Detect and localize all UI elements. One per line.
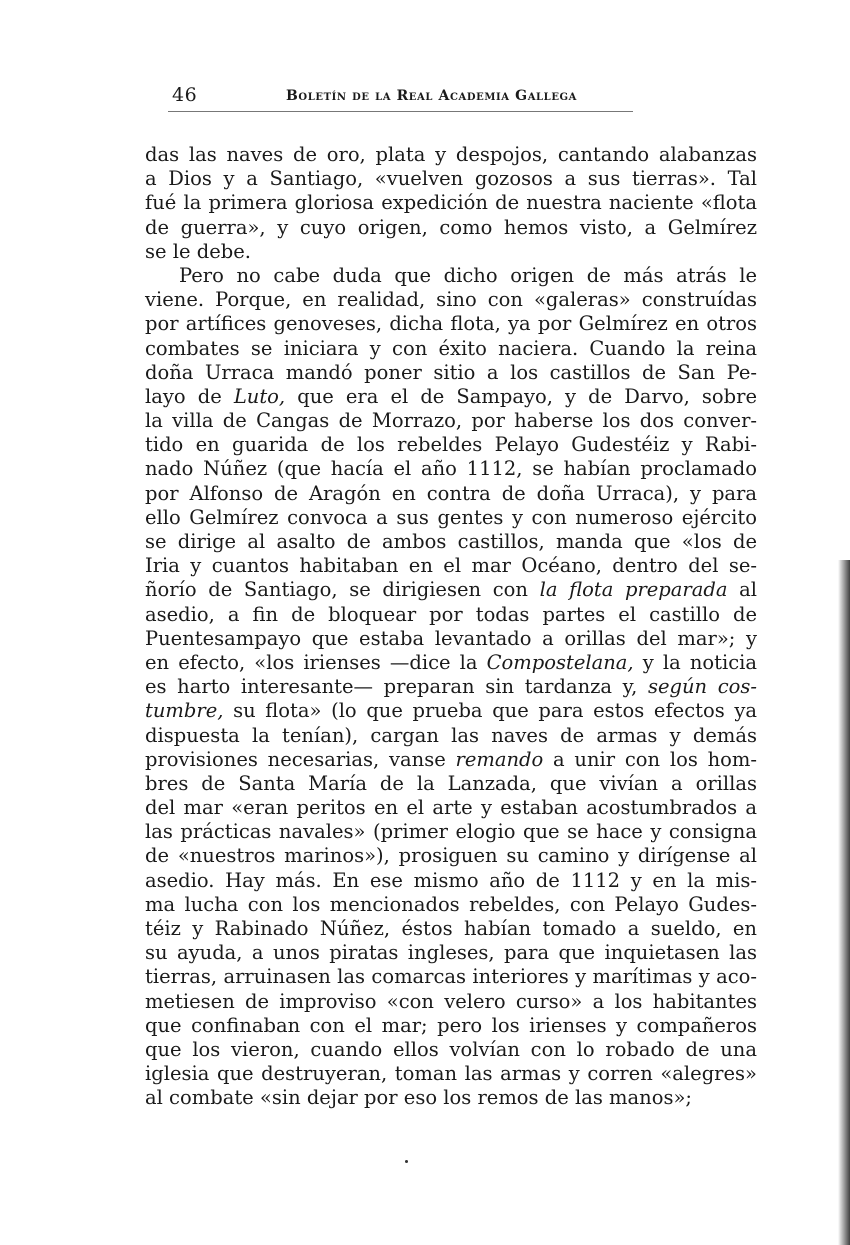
text-segment: das las naves de oro, plata y despojos, cantando alabanzas bbox=[145, 143, 757, 166]
text-segment: combates se iniciara y con éxito naciera. Cuando la reina bbox=[145, 336, 757, 360]
text-segment: de guerra», y cuyo origen, como hemos visto, a Gelmírez bbox=[145, 215, 757, 239]
text-line bbox=[145, 240, 757, 264]
text-line bbox=[145, 143, 757, 167]
text-line bbox=[145, 724, 757, 748]
text-line bbox=[145, 675, 757, 699]
text-segment: ñorío de Santiago, se dirigiesen con bbox=[145, 578, 540, 602]
text-segment: fué la primera gloriosa expedición de nuestra naciente «flota bbox=[145, 191, 757, 215]
page-edge-shadow bbox=[838, 560, 850, 1245]
text-segment: asedio. Hay más. En ese mismo año de 1112 y en la mis- bbox=[145, 868, 757, 892]
text-line bbox=[145, 457, 757, 481]
running-header bbox=[168, 84, 633, 112]
text-line bbox=[145, 361, 757, 385]
text-segment: bres de Santa María de la Lanzada, que vivían a orillas bbox=[145, 771, 757, 795]
text-segment: las prácticas navales» (primer elogio que se hace y consigna bbox=[145, 820, 757, 844]
italic-segment: Luto, bbox=[233, 384, 286, 408]
text-segment: layo de bbox=[145, 384, 234, 408]
text-segment: al bbox=[727, 578, 757, 602]
text-segment: tierras, arruinasen las comarcas interiores y marítimas y aco- bbox=[145, 965, 757, 989]
text-segment: su ayuda, a unos piratas ingleses, para que inquietasen las bbox=[145, 941, 757, 965]
text-segment: doña Urraca mandó poner sitio a los castillos de San Pe- bbox=[145, 360, 757, 384]
text-segment: iglesia que destruyeran, toman las armas y corren «alegres» bbox=[145, 1062, 757, 1086]
text-line bbox=[145, 337, 757, 361]
text-segment: a unir con los hom- bbox=[543, 747, 757, 771]
text-segment: ello Gelmírez convoca a sus gentes y con numeroso ejército bbox=[145, 505, 757, 529]
header-rule bbox=[168, 111, 633, 112]
text-line bbox=[145, 820, 757, 844]
text-segment: que era el de Sampayo, y de Darvo, sobre bbox=[285, 384, 757, 408]
text-line bbox=[145, 433, 757, 457]
text-segment: del mar «eran peritos en el arte y estaban acostumbrados a bbox=[145, 796, 757, 820]
text-line bbox=[145, 1062, 757, 1086]
text-segment: por Alfonso de Aragón en contra de doña Urraca), y para bbox=[145, 481, 757, 505]
text-segment: a Dios y a Santiago, «vuelven gozosos a sus tierras». Tal bbox=[145, 167, 757, 191]
text-line bbox=[145, 965, 757, 989]
text-line bbox=[145, 1014, 757, 1038]
text-line bbox=[145, 844, 757, 868]
text-segment: es harto interesante— preparan sin tardanza y, bbox=[145, 675, 648, 699]
text-line bbox=[145, 312, 757, 336]
text-line bbox=[145, 627, 757, 651]
text-segment: téiz y Rabinado Núñez, éstos habían tomado a sueldo, en bbox=[145, 917, 757, 940]
italic-segment: tumbre, bbox=[145, 699, 224, 723]
text-line bbox=[145, 506, 757, 530]
italic-segment: remando bbox=[455, 747, 544, 771]
text-line bbox=[145, 409, 757, 433]
text-line bbox=[145, 385, 757, 409]
text-line bbox=[145, 869, 757, 893]
text-line bbox=[145, 699, 757, 723]
italic-segment: la flota preparada bbox=[539, 578, 728, 602]
text-segment: dispuesta la tenían), cargan las naves de armas y demás bbox=[145, 723, 757, 747]
paragraph bbox=[145, 143, 757, 264]
text-line bbox=[145, 990, 757, 1014]
text-segment: que los vieron, cuando ellos volvían con lo robado de una bbox=[145, 1037, 757, 1061]
text-line bbox=[145, 530, 757, 554]
text-segment: por artífices genoveses, dicha flota, ya por Gelmírez en otros bbox=[145, 312, 757, 336]
text-segment: se dirige al asalto de ambos castillos, manda que «los de bbox=[145, 530, 757, 553]
text-line bbox=[145, 917, 757, 941]
text-segment: la villa de Cangas de Morrazo, por haberse los dos conver- bbox=[145, 409, 757, 433]
text-line bbox=[145, 288, 757, 312]
text-segment: que confinaban con el mar; pero los irienses y compañeros bbox=[145, 1013, 757, 1037]
text-segment: asedio, a fin de bloquear por todas partes el castillo de bbox=[145, 602, 757, 626]
text-line bbox=[145, 216, 757, 240]
text-line bbox=[145, 482, 757, 506]
text-segment: Iria y cuantos habitaban en el mar Océano, dentro del se- bbox=[145, 554, 757, 578]
text-segment: al combate «sin dejar por eso los remos de las manos»; bbox=[145, 1086, 692, 1110]
text-line bbox=[145, 554, 757, 578]
page-number: 46 bbox=[172, 84, 198, 106]
text-line bbox=[145, 772, 757, 796]
text-segment: Pero no cabe duda que dicho origen de más atrás le bbox=[179, 263, 757, 287]
text-line bbox=[145, 167, 757, 191]
text-segment: Puentesampayo que estaba levantado a orillas del mar»; y bbox=[145, 626, 757, 650]
text-segment: se le debe. bbox=[145, 239, 251, 263]
text-segment: metiesen de improviso «con velero curso» a los habitantes bbox=[145, 989, 757, 1013]
italic-segment: Compostelana, bbox=[486, 650, 634, 674]
text-segment: de «nuestros marinos»), prosiguen su camino y dirígense al bbox=[145, 844, 757, 868]
text-segment: tido en guarida de los rebeldes Pelayo Gudestéiz y Rabi- bbox=[145, 433, 757, 457]
text-line bbox=[145, 1086, 757, 1110]
text-line bbox=[145, 941, 757, 965]
text-line bbox=[145, 748, 757, 772]
text-segment: viene. Porque, en realidad, sino con «galeras» construídas bbox=[145, 288, 757, 312]
italic-segment: según cos- bbox=[647, 675, 757, 699]
journal-title: Boletín de la Real Academia Gallega bbox=[286, 88, 578, 104]
text-segment: su flota» (lo que prueba que para estos efectos ya bbox=[223, 699, 757, 723]
text-line bbox=[145, 796, 757, 820]
text-line bbox=[145, 191, 757, 215]
text-segment: nado Núñez (que hacía el año 1112, se habían proclamado bbox=[145, 457, 757, 481]
text-segment: en efecto, «los irienses —dice la bbox=[145, 650, 487, 674]
text-segment: ma lucha con los mencionados rebeldes, con Pelayo Gudes- bbox=[145, 892, 757, 916]
paragraph bbox=[145, 264, 757, 1111]
text-line bbox=[145, 893, 757, 917]
text-line bbox=[145, 1038, 757, 1062]
text-segment: y la noticia bbox=[633, 650, 757, 674]
text-line bbox=[145, 603, 757, 627]
text-line bbox=[145, 264, 757, 288]
text-line bbox=[145, 578, 757, 602]
text-line bbox=[145, 651, 757, 675]
text-segment: provisiones necesarias, vanse bbox=[145, 747, 456, 771]
ink-speck bbox=[405, 1160, 408, 1163]
body-text bbox=[145, 143, 757, 1111]
